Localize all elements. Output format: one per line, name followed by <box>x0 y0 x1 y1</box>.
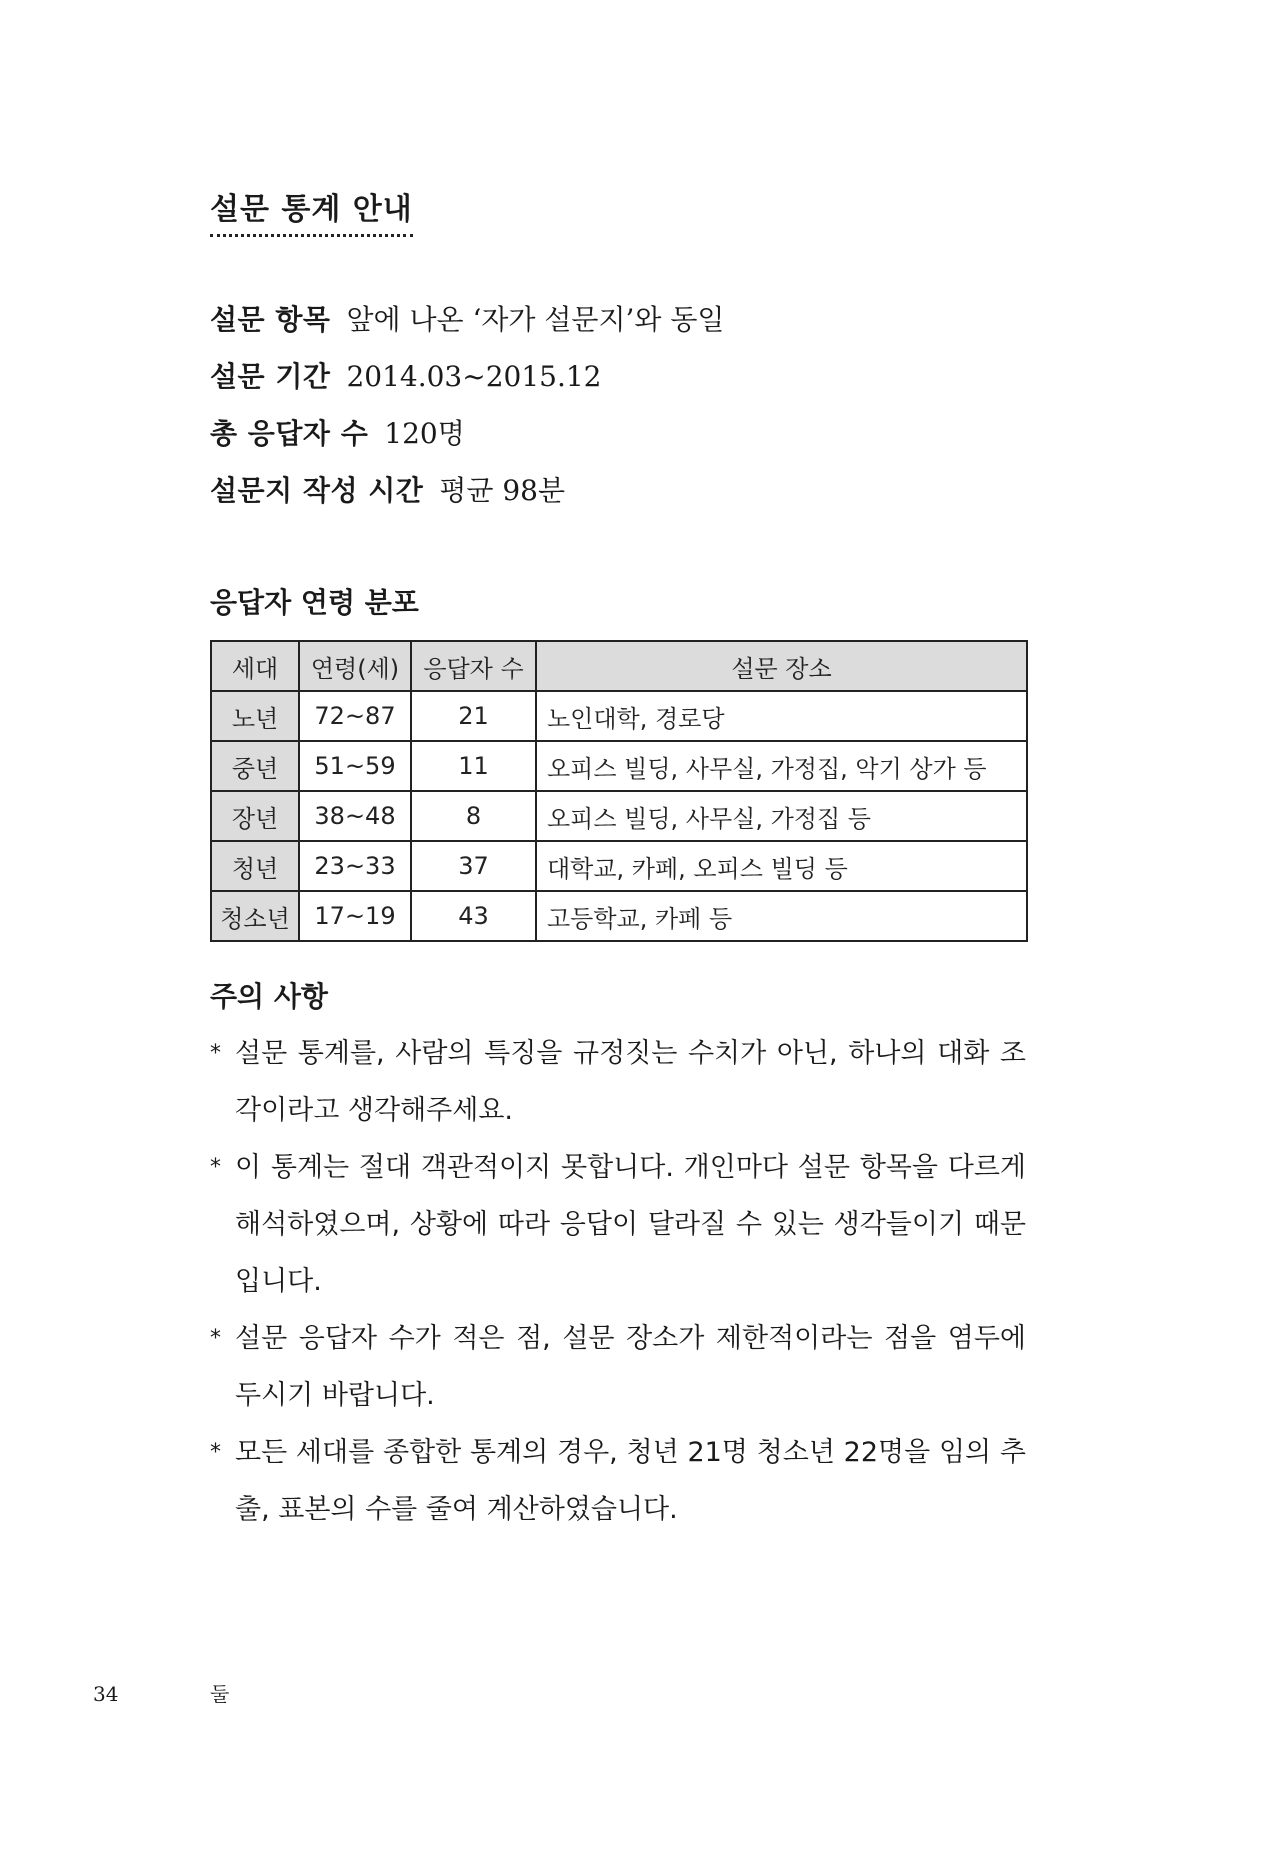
meta-survey-items <box>210 300 724 340</box>
note-item <box>210 1310 1026 1424</box>
cell-age: 72~87 <box>299 691 411 741</box>
meta-label: 설문 항목 <box>210 303 331 336</box>
cell-generation: 청년 <box>211 841 299 891</box>
cell-count: 11 <box>411 741 536 791</box>
asterisk-bullet-icon: * <box>210 1155 221 1180</box>
meta-value: 평균 98분 <box>439 474 566 507</box>
cell-age: 38~48 <box>299 791 411 841</box>
table-row <box>211 841 1027 891</box>
cell-age: 51~59 <box>299 741 411 791</box>
notes-heading: 주의 사항 <box>210 980 328 1013</box>
meta-label: 총 응답자 수 <box>210 417 369 450</box>
chapter-label: 둘 <box>210 1682 230 1706</box>
notes-list <box>210 1025 1026 1538</box>
age-distribution-heading: 응답자 연령 분포 <box>210 586 419 619</box>
cell-count: 43 <box>411 891 536 941</box>
cell-place: 오피스 빌딩, 사무실, 가정집, 악기 상가 등 <box>536 741 1027 791</box>
meta-value: 120명 <box>384 417 465 450</box>
meta-survey-period <box>210 357 602 397</box>
cell-age: 23~33 <box>299 841 411 891</box>
meta-value: 앞에 나온 ‘자가 설문지’와 동일 <box>346 303 725 336</box>
column-header-count: 응답자 수 <box>411 641 536 691</box>
page-number: 34 <box>93 1682 119 1706</box>
cell-count: 8 <box>411 791 536 841</box>
cell-place: 오피스 빌딩, 사무실, 가정집 등 <box>536 791 1027 841</box>
meta-value: 2014.03~2015.12 <box>346 360 602 393</box>
column-header-age: 연령(세) <box>299 641 411 691</box>
page-title: 설문 통계 안내 <box>210 190 413 237</box>
cell-place: 고등학교, 카페 등 <box>536 891 1027 941</box>
cell-count: 37 <box>411 841 536 891</box>
note-text: 설문 통계를, 사람의 특징을 규정짓는 수치가 아닌, 하나의 대화 조각이라고 생각해주세요. <box>235 1038 1026 1126</box>
table-row <box>211 791 1027 841</box>
asterisk-bullet-icon: * <box>210 1326 221 1351</box>
cell-generation: 장년 <box>211 791 299 841</box>
asterisk-bullet-icon: * <box>210 1041 221 1066</box>
table-row <box>211 741 1027 791</box>
note-item <box>210 1025 1026 1139</box>
column-header-place: 설문 장소 <box>536 641 1027 691</box>
cell-place: 대학교, 카페, 오피스 빌딩 등 <box>536 841 1027 891</box>
note-item <box>210 1424 1026 1538</box>
note-item <box>210 1139 1026 1310</box>
note-text: 설문 응답자 수가 적은 점, 설문 장소가 제한적이라는 점을 염두에 두시기 바랍니다. <box>235 1323 1026 1411</box>
asterisk-bullet-icon: * <box>210 1440 221 1465</box>
cell-age: 17~19 <box>299 891 411 941</box>
meta-total-respondents <box>210 414 465 454</box>
table-row <box>211 691 1027 741</box>
note-text: 모든 세대를 종합한 통계의 경우, 청년 21명 청소년 22명을 임의 추출, 표본의 수를 줄여 계산하였습니다. <box>235 1437 1026 1525</box>
meta-completion-time <box>210 471 565 511</box>
column-header-generation: 세대 <box>211 641 299 691</box>
table-header-row <box>211 641 1027 691</box>
cell-place: 노인대학, 경로당 <box>536 691 1027 741</box>
meta-label: 설문 기간 <box>210 360 331 393</box>
table-row <box>211 891 1027 941</box>
age-distribution-table <box>210 640 1028 942</box>
note-text: 이 통계는 절대 객관적이지 못합니다. 개인마다 설문 항목을 다르게 해석하였으며, 상황에 따라 응답이 달라질 수 있는 생각들이기 때문입니다. <box>235 1152 1026 1297</box>
cell-count: 21 <box>411 691 536 741</box>
cell-generation: 청소년 <box>211 891 299 941</box>
cell-generation: 노년 <box>211 691 299 741</box>
cell-generation: 중년 <box>211 741 299 791</box>
meta-label: 설문지 작성 시간 <box>210 474 424 507</box>
